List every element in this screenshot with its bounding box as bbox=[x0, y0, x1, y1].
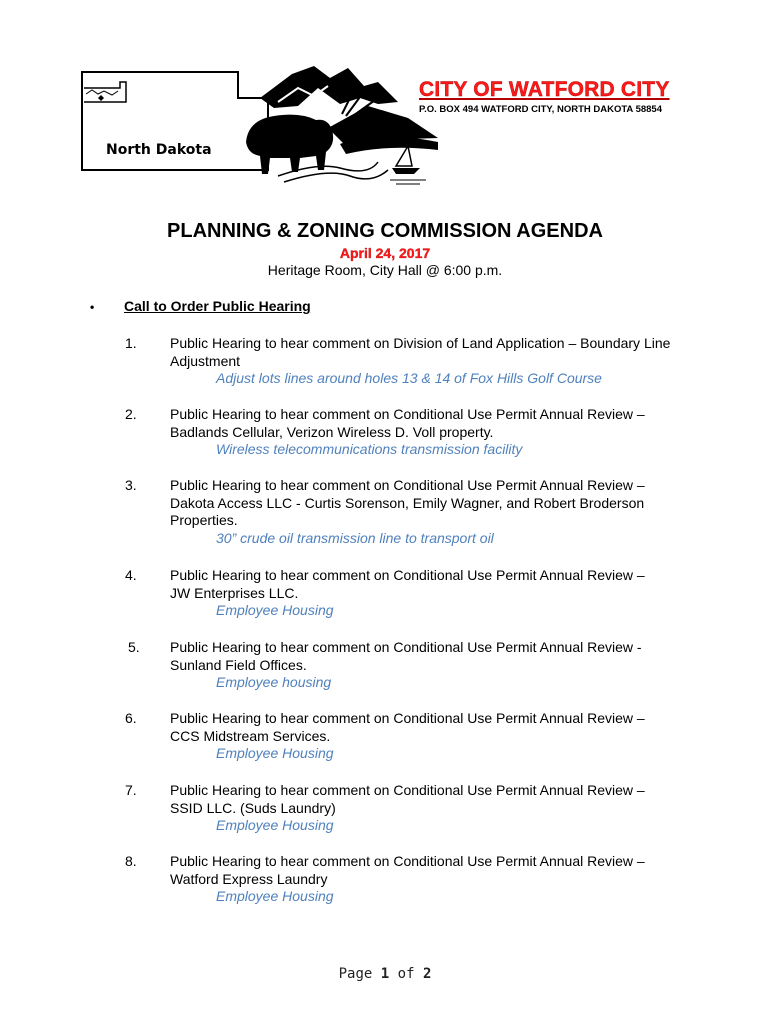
agenda-item-text: Watford Express Laundry bbox=[170, 870, 328, 887]
agenda-item-body bbox=[170, 335, 710, 388]
agenda-item-body bbox=[170, 639, 710, 692]
agenda-item-body bbox=[170, 477, 710, 548]
agenda-item-text: Public Hearing to hear comment on Conditional Use Permit Annual Review – bbox=[170, 477, 645, 493]
city-address: P.O. BOX 494 WATFORD CITY, NORTH DAKOTA 58854 bbox=[419, 104, 663, 115]
agenda-item-number: 8. bbox=[125, 853, 137, 869]
agenda-item-description: Wireless telecommunications transmission facility bbox=[216, 441, 523, 458]
agenda-item-text: SSID LLC. (Suds Laundry) bbox=[170, 799, 336, 816]
agenda-item-number: 5. bbox=[128, 639, 140, 655]
agenda-item-description: Employee housing bbox=[216, 674, 332, 691]
agenda-item-description: Employee Housing bbox=[216, 817, 334, 834]
agenda-item-text: Adjustment bbox=[170, 352, 241, 369]
agenda-item-body bbox=[170, 782, 710, 835]
agenda-item-text: Public Hearing to hear comment on Conditional Use Permit Annual Review – bbox=[170, 406, 645, 422]
page-word: Page bbox=[338, 966, 373, 982]
agenda-date: April 24, 2017 bbox=[339, 245, 431, 261]
agenda-item-description: Employee Housing bbox=[216, 745, 334, 762]
agenda-item-number: 7. bbox=[125, 782, 137, 798]
agenda-item-body bbox=[170, 406, 710, 459]
agenda-item-text: Properties. bbox=[170, 512, 238, 529]
agenda-item-number: 3. bbox=[125, 477, 137, 493]
agenda-item-text: Public Hearing to hear comment on Conditional Use Permit Annual Review – bbox=[170, 567, 645, 583]
city-title: CITY OF WATFORD CITY bbox=[419, 78, 670, 101]
agenda-item-description: Employee Housing bbox=[216, 888, 334, 905]
agenda-location: Heritage Room, City Hall @ 6:00 p.m. bbox=[267, 262, 503, 278]
agenda-item-body bbox=[170, 710, 710, 763]
agenda-item-text: Sunland Field Offices. bbox=[170, 656, 307, 673]
section-heading-label: Call to Order Public Hearing bbox=[124, 298, 311, 314]
agenda-item-body bbox=[170, 567, 710, 620]
agenda-item-number: 6. bbox=[125, 710, 137, 726]
agenda-item-text: Dakota Access LLC - Curtis Sorenson, Emily Wagner, and Robert Broderson bbox=[170, 494, 645, 511]
agenda-item-text: Badlands Cellular, Verizon Wireless D. Voll property. bbox=[170, 423, 494, 440]
agenda-item-number: 1. bbox=[125, 335, 137, 351]
agenda-item-description: 30” crude oil transmission line to transport oil bbox=[216, 530, 494, 547]
of-word: of bbox=[397, 966, 415, 982]
agenda-item-number: 4. bbox=[125, 567, 137, 583]
agenda-item-description: Employee Housing bbox=[216, 602, 334, 619]
bullet-icon: • bbox=[90, 300, 95, 314]
state-label: North Dakota bbox=[106, 142, 212, 158]
agenda-title: PLANNING & ZONING COMMISSION AGENDA bbox=[167, 220, 603, 242]
agenda-item-text: Public Hearing to hear comment on Conditional Use Permit Annual Review – bbox=[170, 853, 645, 869]
agenda-item-body bbox=[170, 853, 710, 906]
agenda-item-text: Public Hearing to hear comment on Conditional Use Permit Annual Review – bbox=[170, 782, 645, 798]
agenda-item-text: CCS Midstream Services. bbox=[170, 727, 331, 744]
current-page: 1 bbox=[380, 966, 390, 982]
agenda-item-text: Public Hearing to hear comment on Conditional Use Permit Annual Review – bbox=[170, 710, 645, 726]
agenda-item-number: 2. bbox=[125, 406, 137, 422]
page-footer bbox=[0, 966, 770, 982]
total-pages: 2 bbox=[422, 966, 432, 982]
city-logo bbox=[78, 58, 443, 190]
agenda-item-text: Public Hearing to hear comment on Conditional Use Permit Annual Review - bbox=[170, 639, 642, 655]
agenda-item-description: Adjust lots lines around holes 13 & 14 of Fox Hills Golf Course bbox=[216, 370, 602, 387]
agenda-item-text: JW Enterprises LLC. bbox=[170, 584, 299, 601]
agenda-item-text: Public Hearing to hear comment on Division of Land Application – Boundary Line bbox=[170, 335, 671, 351]
section-heading bbox=[90, 298, 311, 314]
